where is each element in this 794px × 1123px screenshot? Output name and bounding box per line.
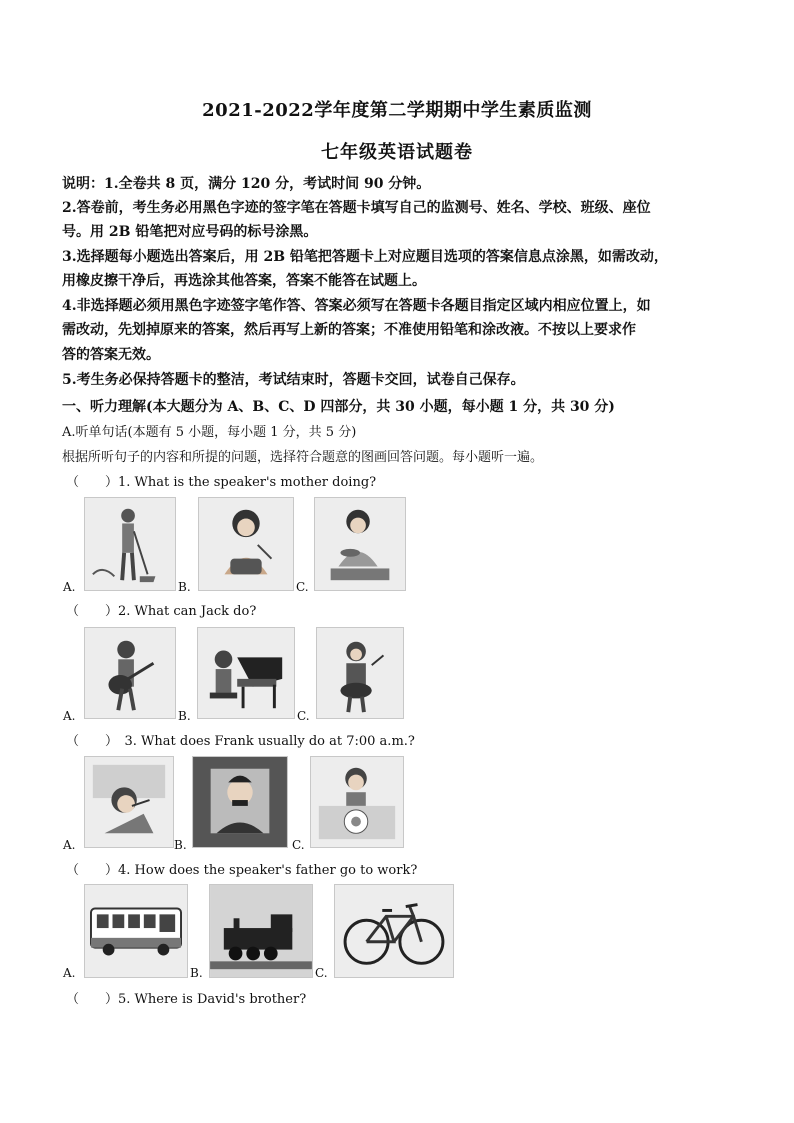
man-eating-breakfast-picture xyxy=(192,756,288,848)
option-label-c: C. xyxy=(315,966,328,980)
option-label-c: C. xyxy=(296,580,309,594)
question-4: （ ）4. How does the speaker's father go to work? xyxy=(66,863,418,878)
instruction-line: 号。用 2B 铅笔把对应号码的标号涂黑。 xyxy=(62,224,318,240)
boy-playing-guitar-picture xyxy=(84,627,176,719)
option-label-c: C. xyxy=(292,838,305,852)
boy-eating-lunch-picture xyxy=(310,756,404,848)
question-3: （ ） 3. What does Frank usually do at 7:00 a.m.? xyxy=(66,734,415,749)
instruction-line: 2.答卷前，考生务必用黑色字迹的签字笔在答题卡填写自己的监测号、姓名、学校、班级、座位 xyxy=(62,200,651,216)
bus-picture xyxy=(84,884,188,978)
option-label-c: C. xyxy=(297,709,310,723)
option-label-b: B. xyxy=(178,709,191,723)
option-label-b: B. xyxy=(174,838,187,852)
instruction-line: 需改动，先划掉原来的答案，然后再写上新的答案；不准使用铅笔和涂改液。不按以上要求作 xyxy=(62,322,636,338)
woman-eating-picture xyxy=(314,497,406,591)
instruction-line: 用橡皮擦干净后，再选涂其他答案，答案不能答在试题上。 xyxy=(62,273,426,289)
instruction-line: 4.非选择题必须用黑色字迹签字笔作答、答案必须写在答题卡各题目指定区域内相应位置上，如 xyxy=(62,298,651,314)
train-picture xyxy=(209,884,313,978)
bicycle-picture xyxy=(334,884,454,978)
question-1: （ ）1. What is the speaker's mother doing? xyxy=(66,475,377,490)
instruction-line: 5.考生务必保持答题卡的整洁，考试结束时，答题卡交回，试卷自己保存。 xyxy=(62,372,525,388)
option-label-a: A. xyxy=(63,838,76,852)
section-heading: 一、听力理解(本大题分为 A、B、C、D 四部分，共 30 小题，每小题 1 分，共 30 分) xyxy=(62,399,615,415)
question-2: （ ）2. What can Jack do? xyxy=(66,604,257,619)
question-5: （ ）5. Where is David's brother? xyxy=(66,992,307,1007)
instruction-line: 3.选择题每小题选出答案后，用 2B 铅笔把答题卡上对应题目选项的答案信息点涂黑，如需改动， xyxy=(62,249,668,265)
boy-brushing-teeth-picture xyxy=(84,756,174,848)
exam-title: 2021-2022学年度第二学期期中学生素质监测 xyxy=(202,100,592,121)
option-label-b: B. xyxy=(190,966,203,980)
instruction-line: 答的答案无效。 xyxy=(62,347,160,363)
part-a-directions: 根据所听句子的内容和所提的问题，选择符合题意的图画回答问题。每小题听一遍。 xyxy=(62,450,544,465)
part-a-heading: A.听单句话(本题有 5 小题，每小题 1 分，共 5 分) xyxy=(62,425,357,440)
exam-subtitle: 七年级英语试题卷 xyxy=(321,142,473,163)
option-label-a: A. xyxy=(63,709,76,723)
boy-playing-drum-picture xyxy=(316,627,404,719)
option-label-b: B. xyxy=(178,580,191,594)
woman-cooking-picture xyxy=(198,497,294,591)
woman-sweeping-picture xyxy=(84,497,176,591)
child-playing-piano-picture xyxy=(197,627,295,719)
option-label-a: A. xyxy=(63,580,76,594)
option-label-a: A. xyxy=(63,966,76,980)
instruction-line: 说明：1.全卷共 8 页，满分 120 分，考试时间 90 分钟。 xyxy=(62,176,431,192)
